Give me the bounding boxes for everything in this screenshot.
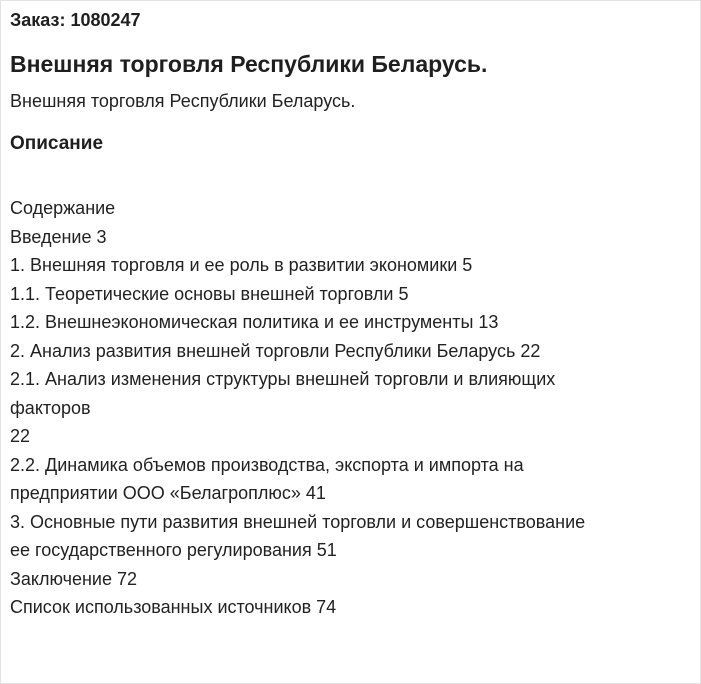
toc-line: 2.1. Анализ изменения структуры внешней торговли и влияющих bbox=[10, 369, 556, 389]
toc-line: 2. Анализ развития внешней торговли Республики Беларусь 22 bbox=[10, 340, 541, 361]
toc-line: 1. Внешняя торговля и ее роль в развитии экономики 5 bbox=[10, 255, 473, 275]
page-title: Внешняя торговля Республики Беларусь. bbox=[10, 51, 488, 77]
description-content bbox=[10, 194, 696, 622]
toc-line: факторов bbox=[10, 397, 91, 418]
toc-line: предприятии ООО «Белагроплюс» 41 bbox=[10, 483, 326, 503]
page-subtitle: Внешняя торговля Республики Беларусь. bbox=[10, 91, 356, 111]
toc-line: Заключение 72 bbox=[10, 568, 137, 589]
toc-line: ее государственного регулирования 51 bbox=[10, 540, 337, 560]
toc-line: Введение 3 bbox=[10, 226, 107, 247]
toc-line: Содержание bbox=[10, 198, 116, 218]
toc-line: 1.2. Внешнеэкономическая политика и ее инструменты 13 bbox=[10, 312, 499, 332]
description-heading: Описание bbox=[10, 133, 104, 154]
toc-line: Список использованных источников 74 bbox=[10, 597, 337, 617]
order-number: Заказ: 1080247 bbox=[10, 10, 141, 30]
toc-line: 3. Основные пути развития внешней торговли и совершенствование bbox=[10, 511, 586, 532]
toc-line: 1.1. Теоретические основы внешней торговли 5 bbox=[10, 283, 409, 304]
toc-line: 22 bbox=[10, 426, 31, 446]
toc-line: 2.2. Динамика объемов производства, экспорта и импорта на bbox=[10, 454, 524, 475]
